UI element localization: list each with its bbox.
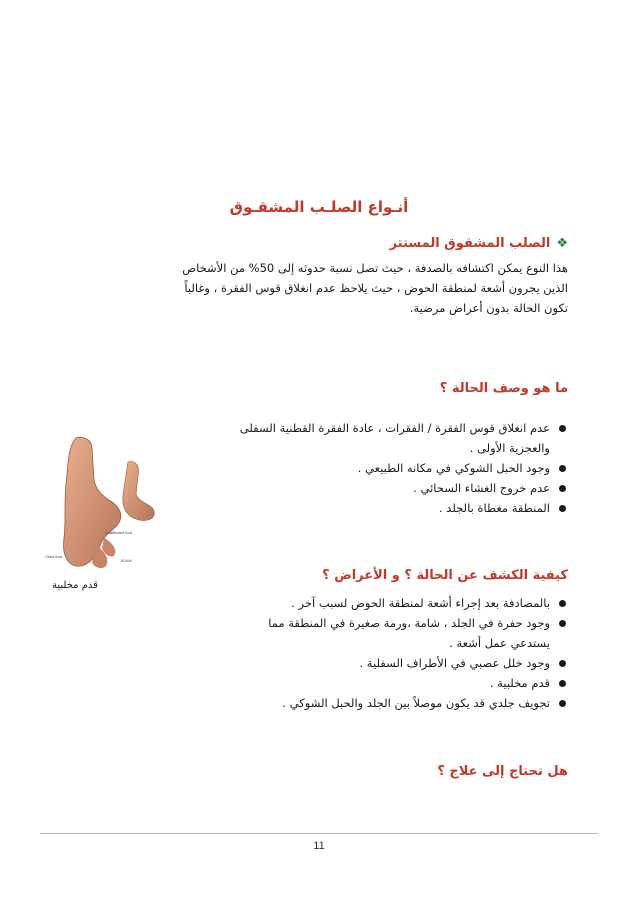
section-heading-occult xyxy=(390,236,568,251)
bullet-dot-icon xyxy=(559,425,566,432)
list-item-text: وجود الحبل الشوكي في مكانه الطبيعي . xyxy=(357,461,550,475)
detection-list xyxy=(268,593,568,713)
list-item xyxy=(240,458,568,478)
list-item-text: يستدعي عمل أشعة . xyxy=(449,636,550,650)
bullet-dot-icon xyxy=(559,465,566,472)
list-item xyxy=(268,613,568,653)
occult-paragraph xyxy=(68,258,568,318)
bullet-dot-icon xyxy=(559,660,566,667)
image-caption: قدم مخلبية xyxy=(52,580,98,591)
diamond-bullet-icon: ❖ xyxy=(556,236,568,251)
list-item-text: المنطقة مغطاة بالجلد . xyxy=(438,501,550,515)
claw-foot-label: Claw foot xyxy=(45,554,62,559)
list-item-text: والعجزية الأولى . xyxy=(469,441,550,455)
section-heading-detection: كيفية الكشف عن الحالة ؟ و الأعراض ؟ xyxy=(322,568,568,583)
bullet-dot-icon xyxy=(559,680,566,687)
list-item-text: تجويف جلدي قد يكون موصلاً بين الجلد والحبل الشوكي . xyxy=(282,696,550,710)
section-heading-text: الصلب المشقوق المستتر xyxy=(389,236,551,251)
list-item xyxy=(268,673,568,693)
bullet-dot-icon xyxy=(559,505,566,512)
bullet-dot-icon xyxy=(559,485,566,492)
paragraph-line: الذين يجرون أشعة لمنطقة الحوض ، حيث يلاحظ عدم انغلاق قوس الفقرة ، وغالباً xyxy=(184,281,568,295)
description-list xyxy=(240,418,568,518)
page-number: 11 xyxy=(313,840,325,852)
list-item-text: عدم خروج الغشاء السحائي . xyxy=(413,481,550,495)
list-item-text: وجود خلل عصبي في الأطراف السفلية . xyxy=(359,656,550,670)
list-item xyxy=(268,653,568,673)
list-item-text: وجود حفرة في الجلد ، شامة ،ورمة صغيرة في المنطقة مما xyxy=(268,616,550,630)
list-item-text: بالمصادفة بعد إجراء أشعة لمنطقة الحوض لسبب آخر . xyxy=(291,596,550,610)
section-heading-description: ما هو وصف الحالة ؟ xyxy=(439,381,568,396)
unaffected-foot-label: Unaffected foot xyxy=(104,530,132,535)
list-item xyxy=(268,693,568,713)
bullet-dot-icon xyxy=(559,620,566,627)
section-heading-treatment: هل تحتاج إلى علاج ؟ xyxy=(437,764,568,779)
footer-divider xyxy=(40,833,598,834)
image-source-label: ADAM xyxy=(120,558,132,563)
list-item xyxy=(240,478,568,498)
list-item-text: قدم مخلبية . xyxy=(489,676,550,690)
paragraph-line: هذا النوع يمكن اكتشافه بالصدفة ، حيث تصل نسبة حدوثه إلى 50% من الأشخاص xyxy=(182,261,568,275)
page-title: أنـواع الصلـب المشقـوق xyxy=(229,198,409,216)
paragraph-line: تكون الحالة بدون أعراض مرضية. xyxy=(409,301,568,315)
list-item-text: عدم انغلاق قوس الفقرة / الفقرات ، عادة الفقرة القطنية السفلى xyxy=(239,421,550,435)
list-item xyxy=(268,593,568,613)
bullet-dot-icon xyxy=(559,600,566,607)
list-item xyxy=(240,498,568,518)
bullet-dot-icon xyxy=(559,700,566,707)
claw-foot-image xyxy=(45,434,164,580)
list-item xyxy=(240,418,568,458)
